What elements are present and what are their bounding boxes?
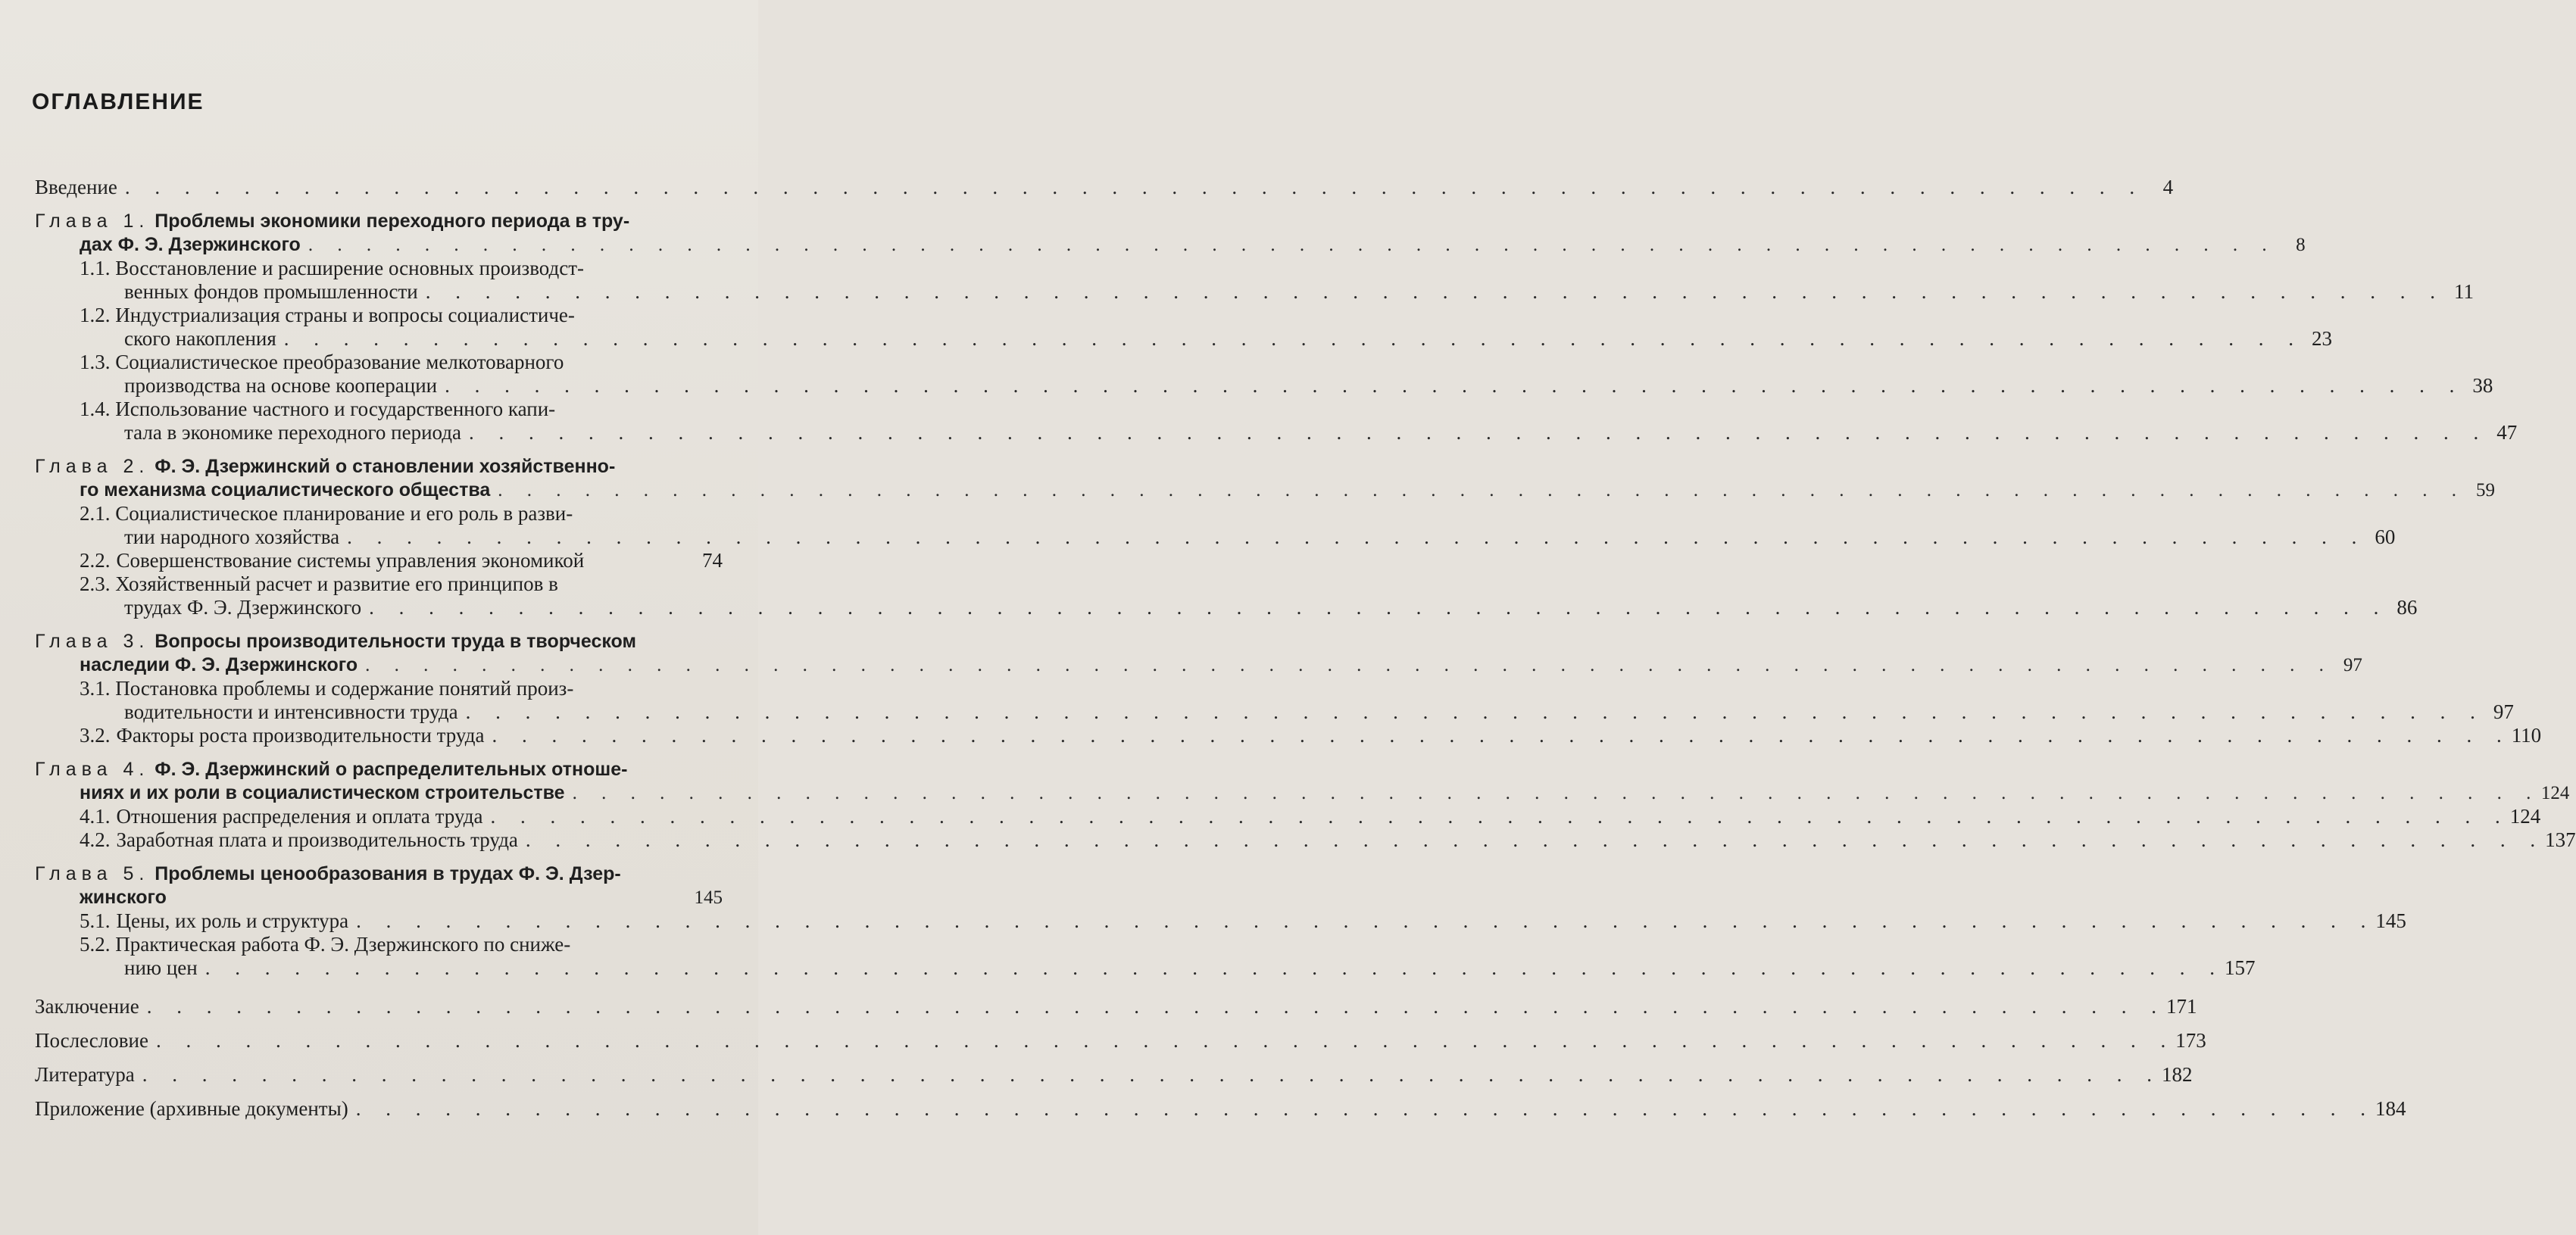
- dot-leader: . . . . . . . . . . . . . . . . . . . . . . . . . . . . . . . . . . . . . . . . . . . . . . . . . . . . . . . . . . . . . . . . . . . .: [205, 956, 2225, 979]
- dot-leader: . . . . . . . . . . . . . . . . . . . . . . . . . . . . . . . . . . . . . . . . . . . . . . . . . . . . . . . . . . . . . . . . . . . .: [465, 700, 2485, 723]
- chapter-label: Глава 3.: [35, 631, 150, 652]
- section-title: Постановка проблемы и содержание понятий произ-: [115, 677, 574, 700]
- toc-section-3-1-cont[interactable]: [35, 700, 2514, 724]
- page-number: 171: [2165, 995, 2197, 1018]
- toc-chapter-1-cont[interactable]: [35, 233, 2306, 257]
- toc-section-1-3-cont[interactable]: [35, 374, 2493, 398]
- dot-leader: . . . . . . . . . . . . . . . . . . . . . . . . . . . . . . . . . . . . . . . . . . . . . . . . . . . . . . . . . . . . . . . . . . . .: [124, 176, 2145, 198]
- toc-section-2-3[interactable]: [35, 572, 723, 596]
- chapter-title-cont: наследии Ф. Э. Дзержинского: [80, 654, 358, 675]
- table-of-contents: [35, 176, 2576, 1121]
- dot-leader: . . . . . . . . . . . . . . . . . . . . . . . . . . . . . . . . . . . . . . . . . . . . . . . . . . . . . . . . . . . . . . . . . . . .: [308, 235, 2277, 255]
- toc-chapter-2[interactable]: [35, 455, 723, 479]
- section-title: Социалистическое планирование и его роль в разви-: [115, 502, 573, 525]
- toc-section-3-2[interactable]: [35, 724, 2542, 747]
- dot-leader: . . . . . . . . . . . . . . . . . . . . . . . . . . . . . . . . . . . . . . . . . . . . . . . . . . . . . . . . . . . . . . . . . . . .: [146, 995, 2166, 1018]
- chapter-title-cont: ниях и их роли в социалистическом строительстве: [80, 782, 565, 803]
- dot-leader: . . . . . . . . . . . . . . . . . . . . . . . . . . . . . . . . . . . . . . . . . . . . . . . . . . . . . . . . . . . . . . . . . . . .: [498, 480, 2467, 501]
- section-number: 5.2.: [80, 933, 111, 956]
- chapter-label: Глава 4.: [35, 759, 150, 780]
- chapter-title: Ф. Э. Дзержинский о распределительных отноше-: [155, 759, 628, 780]
- page-number: 173: [2175, 1029, 2206, 1052]
- toc-section-4-2[interactable]: [35, 828, 2576, 852]
- section-number: 5.1.: [80, 909, 111, 932]
- page-number: 97: [2493, 700, 2514, 723]
- dot-leader: . . . . . . . . . . . . . . . . . . . . . . . . . . . . . . . . . . . . . . . . . . . . . . . . . . . . . . . . . . . . . . . . . . . .: [525, 828, 2546, 851]
- chapter-title: Проблемы ценообразования в трудах Ф. Э. Дзер-: [155, 863, 621, 884]
- section-number: 3.1.: [80, 677, 111, 700]
- section-title-cont: трудах Ф. Э. Дзержинского: [124, 596, 362, 619]
- section-number: 1.3.: [80, 351, 111, 373]
- page-title: ОГЛАВЛЕНИЕ: [32, 89, 205, 114]
- section-number: 1.4.: [80, 398, 111, 420]
- page-number: 8: [2296, 235, 2306, 255]
- chapter-title: Ф. Э. Дзержинский о становлении хозяйственно-: [155, 456, 616, 477]
- toc-section-2-1-cont[interactable]: [35, 525, 2396, 549]
- dot-leader: . . . . . . . . . . . . . . . . . . . . . . . . . . . . . . . . . . . . . . . . . . . . . . . . . . . . . . . . . . . . . . . . . . . .: [283, 327, 2304, 350]
- dot-leader: . . . . . . . . . . . . . . . . . . . . . . . . . . . . . . . . . . . . . . . . . . . . . . . . . . . . . . . . . . . . . . . . . . . .: [356, 909, 2376, 932]
- section-title: Совершенствование системы управления экономикой: [116, 549, 585, 572]
- section-title-cont: венных фондов промышленности: [124, 280, 418, 303]
- section-title: Заработная плата и производительность труда: [116, 828, 518, 851]
- section-number: 2.3.: [80, 572, 111, 595]
- toc-chapter-2-cont[interactable]: [35, 479, 2496, 502]
- toc-section-1-2[interactable]: [35, 304, 723, 327]
- chapter-title-cont: жинского: [80, 887, 167, 908]
- chapter-label: Глава 2.: [35, 456, 150, 477]
- toc-entry-introduction[interactable]: [35, 176, 2174, 199]
- page-number: 97: [2343, 655, 2362, 675]
- page-number: 59: [2476, 480, 2496, 501]
- section-title: Практическая работа Ф. Э. Дзержинского по сниже-: [115, 933, 571, 956]
- section-title: Социалистическое преобразование мелкотоварного: [115, 351, 564, 373]
- dot-leader: . . . . . . . . . . . . . . . . . . . . . . . . . . . . . . . . . . . . . . . . . . . . . . . . . . . . . . . . . . . . . . . . . . . .: [369, 596, 2389, 619]
- toc-section-2-2[interactable]: [35, 549, 723, 572]
- dot-leader: . . . . . . . . . . . . . . . . . . . . . . . . . . . . . . . . . . . . . . . . . . . . . . . . . . . . . . . . . . . . . . . . . . . .: [468, 421, 2489, 444]
- page-number: 184: [2375, 1097, 2406, 1120]
- section-title-cont: нию цен: [124, 956, 198, 979]
- toc-section-2-3-cont[interactable]: [35, 596, 2418, 619]
- dot-leader: . . . . . . . . . . . . . . . . . . . . . . . . . . . . . . . . . . . . . . . . . . . . . . . . . . . . . . . . . . . . . . . . . . . .: [490, 805, 2510, 828]
- page-number: 23: [2312, 327, 2333, 350]
- section-title-cont: водительности и интенсивности труда: [124, 700, 458, 723]
- toc-section-1-1[interactable]: [35, 257, 723, 280]
- toc-section-1-1-cont[interactable]: [35, 280, 2475, 304]
- dot-leader: . . . . . . . . . . . . . . . . . . . . . . . . . . . . . . . . . . . . . . . . . . . . . . . . . . . . . . . . . . . . . . . . . . . .: [425, 280, 2446, 303]
- toc-entry-literature[interactable]: [35, 1063, 2193, 1087]
- entry-title: Послесловие: [35, 1029, 148, 1052]
- toc-chapter-3[interactable]: [35, 630, 723, 653]
- dot-leader: . . . . . . . . . . . . . . . . . . . . . . . . . . . . . . . . . . . . . . . . . . . . . . . . . . . . . . . . . . . . . . . . . . . .: [355, 1097, 2375, 1120]
- toc-section-2-1[interactable]: [35, 502, 723, 525]
- toc-section-3-1[interactable]: [35, 677, 723, 700]
- chapter-title-cont: дах Ф. Э. Дзержинского: [80, 234, 301, 255]
- section-title: Восстановление и расширение основных производст-: [115, 257, 585, 279]
- section-number: 3.2.: [80, 724, 111, 747]
- chapter-title-cont: го механизма социалистического общества: [80, 479, 491, 501]
- toc-entry-appendix[interactable]: [35, 1097, 2406, 1121]
- chapter-label: Глава 5.: [35, 863, 150, 884]
- section-title-cont: ского накопления: [124, 327, 276, 350]
- section-title: Отношения распределения и оплата труда: [116, 805, 483, 828]
- chapter-label: Глава 1.: [35, 211, 150, 232]
- dot-leader: . . . . . . . . . . . . . . . . . . . . . . . . . . . . . . . . . . . . . . . . . . . . . . . . . . . . . . . . . . . . . . . . . . . .: [365, 655, 2334, 675]
- page-number: 60: [2375, 525, 2396, 548]
- chapter-title: Вопросы производительности труда в творческом: [155, 631, 636, 652]
- page-number: 124: [2509, 805, 2541, 828]
- page-number: 38: [2472, 374, 2493, 397]
- entry-title: Литература: [35, 1063, 135, 1086]
- page-number: 4: [2162, 176, 2174, 198]
- entry-title: Заключение: [35, 995, 139, 1018]
- dot-leader: . . . . . . . . . . . . . . . . . . . . . . . . . . . . . . . . . . . . . . . . . . . . . . . . . . . . . . . . . . . . . . . . . . . .: [155, 1029, 2176, 1052]
- section-title-cont: производства на основе кооперации: [124, 374, 438, 397]
- toc-entry-conclusion[interactable]: [35, 995, 2197, 1018]
- page-number: 110: [2511, 724, 2542, 747]
- page-number: 145: [2375, 909, 2406, 932]
- page-number: 47: [2496, 421, 2518, 444]
- dot-leader: . . . . . . . . . . . . . . . . . . . . . . . . . . . . . . . . . . . . . . . . . . . . . . . . . . . . . . . . . . . . . . . . . . . .: [347, 525, 2367, 548]
- page-number: 11: [2454, 280, 2475, 303]
- section-number: 1.1.: [80, 257, 111, 279]
- toc-chapter-5-cont[interactable]: [35, 886, 723, 909]
- toc-section-5-1[interactable]: [35, 909, 2406, 933]
- section-title-cont: тала в экономике переходного периода: [124, 421, 461, 444]
- section-number: 2.1.: [80, 502, 111, 525]
- toc-section-1-4-cont[interactable]: [35, 421, 2518, 444]
- section-title: Индустриализация страны и вопросы социалистиче-: [115, 304, 575, 326]
- section-title: Использование частного и государственного капи-: [115, 398, 556, 420]
- toc-chapter-5[interactable]: [35, 862, 723, 886]
- toc-chapter-4-cont[interactable]: [35, 781, 2570, 805]
- page-number: 86: [2396, 596, 2418, 619]
- page-number: 145: [694, 887, 723, 908]
- toc-section-1-2-cont[interactable]: [35, 327, 2333, 351]
- toc-chapter-4[interactable]: [35, 758, 723, 781]
- toc-section-1-3[interactable]: [35, 351, 723, 374]
- toc-section-4-1[interactable]: [35, 805, 2541, 828]
- entry-title: Введение: [35, 176, 117, 198]
- dot-leader: . . . . . . . . . . . . . . . . . . . . . . . . . . . . . . . . . . . . . . . . . . . . . . . . . . . . . . . . . . . . . . . . . . . .: [445, 374, 2465, 397]
- section-title: Факторы роста производительности труда: [116, 724, 485, 747]
- section-number: 4.2.: [80, 828, 111, 851]
- page-number: 74: [702, 549, 723, 572]
- page-number: 182: [2162, 1063, 2193, 1086]
- toc-section-1-4[interactable]: [35, 398, 723, 421]
- dot-leader: . . . . . . . . . . . . . . . . . . . . . . . . . . . . . . . . . . . . . . . . . . . . . . . . . . . . . . . . . . . . . . . . . . . .: [142, 1063, 2162, 1086]
- section-title: Хозяйственный расчет и развитие его принципов в: [115, 572, 558, 595]
- page-number: 124: [2540, 783, 2570, 803]
- entry-title: Приложение (архивные документы): [35, 1097, 348, 1120]
- page-number: 157: [2224, 956, 2256, 979]
- page-number: 137: [2545, 828, 2576, 851]
- toc-section-5-2-cont[interactable]: [35, 956, 2256, 980]
- section-number: 2.2.: [80, 549, 111, 572]
- dot-leader: . . . . . . . . . . . . . . . . . . . . . . . . . . . . . . . . . . . . . . . . . . . . . . . . . . . . . . . . . . . . . . . . . . . .: [572, 783, 2541, 803]
- toc-chapter-1[interactable]: [35, 210, 723, 233]
- toc-entry-afterword[interactable]: [35, 1029, 2206, 1053]
- chapter-title: Проблемы экономики переходного периода в тру-: [155, 211, 630, 232]
- toc-chapter-3-cont[interactable]: [35, 653, 2362, 677]
- toc-section-5-2[interactable]: [35, 933, 723, 956]
- dot-leader: . . . . . . . . . . . . . . . . . . . . . . . . . . . . . . . . . . . . . . . . . . . . . . . . . . . . . . . . . . . . . . . . . . . .: [492, 724, 2512, 747]
- section-number: 4.1.: [80, 805, 111, 828]
- section-title-cont: тии народного хозяйства: [124, 525, 340, 548]
- section-title: Цены, их роль и структура: [116, 909, 349, 932]
- section-number: 1.2.: [80, 304, 111, 326]
